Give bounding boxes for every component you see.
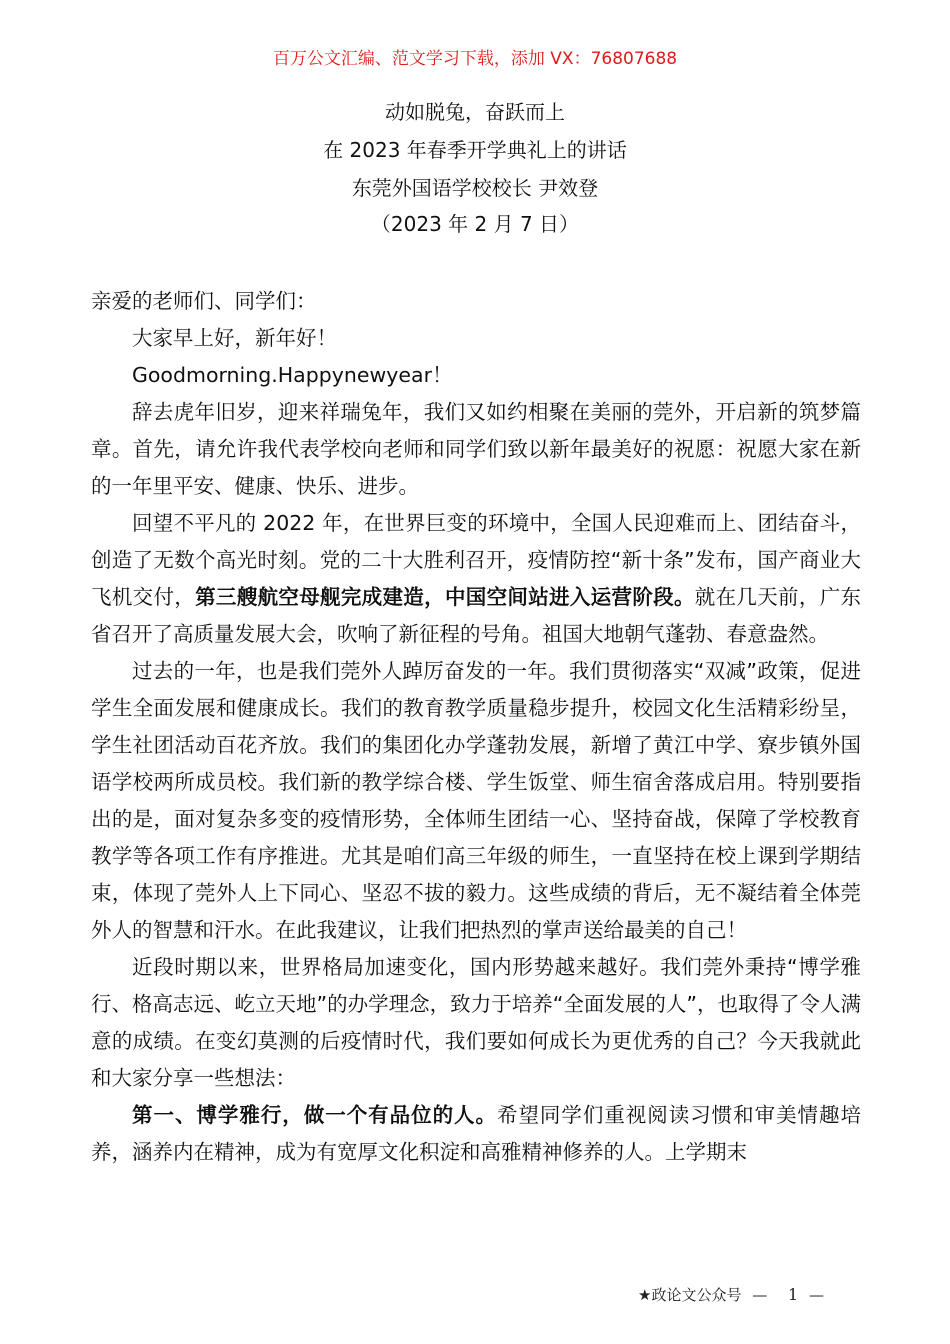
footer-dash-left: — <box>752 1286 768 1304</box>
speech-date: （2023 年 2 月 7 日） <box>370 212 580 236</box>
speech-body <box>91 283 861 1171</box>
page-footer <box>638 1284 830 1306</box>
promo-banner: 百万公文汇编、范文学习下载，添加 VX：76807688 <box>272 49 678 69</box>
paragraph: 辞去虎年旧岁，迎来祥瑞兔年，我们又如约相聚在美丽的莞外，开启新的筑梦篇章。首先，请允许我代表学校向老师和同学们致以新年最美好的祝愿：祝愿大家在新的一年里平安、健康、快乐、进步。 <box>91 400 861 498</box>
footer-source: ★政论文公众号 <box>638 1286 742 1304</box>
speech-subtitle: 在 2023 年春季开学典礼上的讲话 <box>323 138 627 162</box>
paragraph: Goodmorning.Happynewyear！ <box>132 363 453 387</box>
paragraph: 过去的一年，也是我们莞外人踔厉奋发的一年。我们贯彻落实“双减”政策，促进学生全面发展和健康成长。我们的教育教学质量稳步提升，校园文化生活精彩纷呈，学生社团活动百花齐放。我们的集团化办学蓬勃发展，新增了黄江中学、寮步镇外国语学校两所成员校。我们新的教学综合楼、学生饭堂、师生宿舍落成启用。特别要指出的是，面对复杂多变的疫情形势，全体师生团结一心、坚持奋战，保障了学校教育教学等各项工作有序推进。尤其是咱们高三年级的师生，一直坚持在校上课到学期结束，体现了莞外人上下同心、坚忍不拔的毅力。这些成绩的背后，无不凝结着全体莞外人的智慧和汗水。在此我建议，让我们把热烈的掌声送给最美的自己！ <box>91 659 861 942</box>
paragraph: 大家早上好，新年好！ <box>132 326 337 350</box>
paragraph <box>91 505 861 653</box>
paragraph-text: 就在几天前，广东省召开了高质量发展大会，吹响了新征程的号角。祖国大地朝气蓬勃、春意盎然。 <box>91 585 862 646</box>
section-heading-text: 第一、博学雅行，做一个有品位的人。 <box>132 1103 497 1127</box>
speaker-line: 东莞外国语学校校长 尹效登 <box>351 176 599 200</box>
paragraph-text: 回望不平凡的 2022 年，在世界巨变的环境中，全国人民迎难而上、团结奋斗，创造了无数个高光时刻。党的二十大胜利召开，疫情防控“新十条”发布，国产商业大飞机交付， <box>91 511 861 609</box>
page-number: 1 <box>788 1285 799 1304</box>
speech-title: 动如脱兔，奋跃而上 <box>385 100 565 124</box>
footer-dash-right: — <box>809 1286 824 1304</box>
paragraph-text: 希望同学们重视阅读习惯和审美情趣培养，涵养内在精神，成为有宽厚文化积淀和高雅精神修养的人。上学期末 <box>91 1103 861 1164</box>
paragraph: 近段时期以来，世界格局加速变化，国内形势越来越好。我们莞外秉持“博学雅行、格高志远、屹立天地”的办学理念，致力于培养“全面发展的人”，也取得了令人满意的成绩。在变幻莫测的后疫情时代，我们要如何成长为更优秀的自己？今天我就此和大家分享一些想法： <box>91 955 861 1090</box>
paragraph-bold-text: 第三艘航空母舰完成建造，中国空间站进入运营阶段。 <box>195 585 695 609</box>
greeting: 亲爱的老师们、同学们： <box>91 289 317 313</box>
paragraph <box>91 1097 861 1171</box>
